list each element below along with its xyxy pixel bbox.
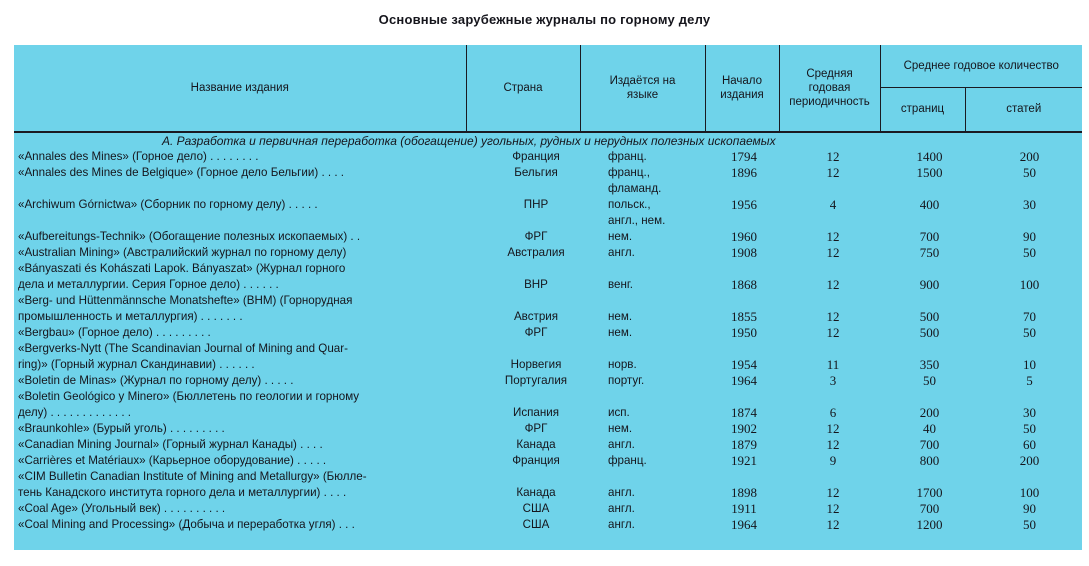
table-row — [14, 469, 1082, 501]
country-cell: Австрия — [513, 309, 559, 323]
journal-name-line: делу) . . . . . . . . . . . . . — [18, 405, 131, 419]
start-year-cell: 1896 — [731, 164, 757, 180]
language-cell: англ. — [608, 245, 635, 259]
table-row — [14, 229, 1082, 245]
journal-name-line: «Braunkohle» (Бурый уголь) . . . . . . . . . — [18, 421, 225, 435]
start-year-cell: 1898 — [731, 484, 757, 500]
periodicity-cell: 12 — [826, 420, 840, 436]
journal-name — [14, 261, 496, 293]
periodicity-cell: 6 — [829, 404, 837, 420]
col-header-periodicity: Средняя годовая периодичность — [779, 45, 880, 131]
articles-cell: 70 — [1023, 308, 1036, 324]
table-row — [14, 453, 1082, 469]
articles-cell: 100 — [1019, 276, 1040, 292]
journal-name-line: «Annales des Mines de Belgique» (Горное дело Бельгии) . . . . — [18, 165, 344, 179]
start-year-cell: 1908 — [731, 244, 757, 260]
start-year-cell: 1954 — [731, 356, 757, 372]
start-year-cell: 1964 — [731, 516, 757, 532]
country-cell: Австралия — [507, 245, 565, 259]
country-cell: ФРГ — [524, 421, 548, 435]
journal-name-line: «Bergbau» (Горное дело) . . . . . . . . . — [18, 325, 211, 339]
pages-cell: 500 — [919, 324, 940, 340]
journal-name-line: «Bergverks-Nytt (The Scandinavian Journal of Mining and Quar- — [18, 341, 348, 355]
pages-cell: 200 — [919, 404, 940, 420]
periodicity-cell: 12 — [826, 308, 840, 324]
col-header-language: Издаётся на языке — [580, 45, 705, 131]
articles-cell: 60 — [1023, 436, 1036, 452]
journal-name — [14, 469, 496, 501]
pages-cell: 50 — [923, 372, 936, 388]
country-cell: ФРГ — [524, 325, 548, 339]
journal-name — [14, 165, 496, 197]
articles-cell: 30 — [1023, 196, 1036, 212]
articles-cell: 50 — [1023, 164, 1036, 180]
start-year-cell: 1964 — [731, 372, 757, 388]
table-header — [14, 45, 1082, 132]
country-cell: Канада — [516, 485, 556, 499]
periodicity-cell: 3 — [829, 372, 837, 388]
start-year-cell: 1950 — [731, 324, 757, 340]
pages-cell: 1400 — [916, 148, 943, 164]
pages-cell: 400 — [919, 196, 940, 212]
journal-name — [14, 293, 496, 325]
country-cell: ФРГ — [524, 229, 548, 243]
journal-name-line: «Carrières et Matériaux» (Карьерное оборудование) . . . . . — [18, 453, 327, 467]
table-row — [14, 517, 1082, 533]
articles-cell: 90 — [1023, 500, 1036, 516]
articles-cell: 5 — [1026, 372, 1033, 388]
language-cell: нем. — [608, 229, 633, 243]
table-row — [14, 165, 1082, 197]
language-cell: англ. — [608, 485, 635, 499]
table-row — [14, 325, 1082, 341]
pages-cell: 1500 — [916, 164, 943, 180]
page-title: Основные зарубежные журналы по горному делу — [378, 12, 711, 27]
journal-name-line: «Canadian Mining Journal» (Горный журнал Канады) . . . . — [18, 437, 323, 451]
table-row — [14, 261, 1082, 293]
table-row — [14, 293, 1082, 325]
country-cell: Франция — [512, 149, 560, 163]
periodicity-cell: 12 — [826, 436, 840, 452]
col-header-name: Название издания — [14, 45, 466, 131]
col-header-avg-group: Среднее годовое количество — [880, 45, 1082, 87]
periodicity-cell: 12 — [826, 164, 840, 180]
language-cell: португ. — [608, 373, 645, 387]
section-a-heading: А. Разработка и первичная переработка (обогащение) угольных, рудных и нерудных полезных ископаемых — [14, 132, 1082, 149]
articles-cell: 200 — [1019, 452, 1040, 468]
journal-name-line: «Aufbereitungs-Technik» (Обогащение полезных ископаемых) . . — [18, 229, 361, 243]
journal-name-line: «CIM Bulletin Canadian Institute of Mining and Metallurgy» (Бюлле- — [18, 469, 367, 483]
journal-name-line: «Boletin Geológico y Minero» (Бюллетень по геологии и горному — [18, 389, 360, 403]
language-cell: франц. — [608, 453, 647, 467]
table-row — [14, 245, 1082, 261]
country-cell: Испания — [512, 405, 559, 419]
journal-name-line: «Coal Mining and Processing» (Добыча и переработка угля) . . . — [18, 517, 355, 531]
language-cell: нем. — [608, 325, 633, 339]
journal-name — [14, 229, 496, 245]
pages-cell: 800 — [919, 452, 940, 468]
journal-name-line: «Bányaszati és Kohászati Lapok. Bányaszat» (Журнал горного — [18, 261, 346, 275]
periodicity-cell: 11 — [826, 356, 840, 372]
periodicity-cell: 12 — [826, 148, 840, 164]
periodicity-cell: 12 — [826, 276, 840, 292]
periodicity-cell: 12 — [826, 500, 840, 516]
articles-cell: 50 — [1023, 324, 1036, 340]
start-year-cell: 1874 — [731, 404, 757, 420]
country-cell: Канада — [516, 437, 556, 451]
country-cell: Португалия — [504, 373, 568, 387]
journal-name — [14, 517, 496, 533]
start-year-cell: 1956 — [731, 196, 757, 212]
start-year-cell: 1921 — [731, 452, 757, 468]
journal-name — [14, 453, 496, 469]
col-header-country: Страна — [466, 45, 580, 131]
journals-table — [14, 45, 1082, 550]
table-row — [14, 197, 1082, 229]
language-cell: англ. — [608, 517, 635, 531]
journal-name-line: «Boletin de Minas» (Журнал по горному делу) . . . . . — [18, 373, 294, 387]
table-row — [14, 421, 1082, 437]
pages-cell: 500 — [919, 308, 940, 324]
language-cell: польск., англ., нем. — [608, 197, 666, 227]
pages-cell: 1200 — [916, 516, 943, 532]
journal-name — [14, 197, 496, 229]
journal-name — [14, 341, 496, 373]
journal-name — [14, 373, 496, 389]
articles-cell: 50 — [1023, 244, 1036, 260]
journal-name-line: «Archiwum Górnictwa» (Сборник по горному делу) . . . . . — [18, 197, 318, 211]
table-row — [14, 437, 1082, 453]
pages-cell: 750 — [919, 244, 940, 260]
language-cell: англ. — [608, 437, 635, 451]
journal-name — [14, 421, 496, 437]
periodicity-cell: 12 — [826, 484, 840, 500]
table-row — [14, 389, 1082, 421]
journal-name — [14, 437, 496, 453]
country-cell: Норвегия — [510, 357, 562, 371]
language-cell: нем. — [608, 421, 633, 435]
table-row — [14, 149, 1082, 165]
journal-name — [14, 501, 496, 517]
periodicity-cell: 12 — [826, 516, 840, 532]
articles-cell: 50 — [1023, 420, 1036, 436]
articles-cell: 90 — [1023, 228, 1036, 244]
articles-cell: 10 — [1023, 356, 1036, 372]
language-cell: исп. — [608, 405, 630, 419]
journal-name-line: «Coal Age» (Угольный век) . . . . . . . . . . — [18, 501, 226, 515]
col-header-articles: статей — [965, 87, 1082, 131]
pages-cell: 40 — [923, 420, 936, 436]
start-year-cell: 1868 — [731, 276, 757, 292]
language-cell: франц., фламанд. — [608, 165, 662, 195]
start-year-cell: 1855 — [731, 308, 757, 324]
journal-name-line: «Berg- und Hüttenmännsche Monatshefte» (BHM) (Горнорудная — [18, 293, 353, 307]
articles-cell: 50 — [1023, 516, 1036, 532]
country-cell: США — [522, 517, 550, 531]
start-year-cell: 1911 — [731, 500, 757, 516]
articles-cell: 100 — [1019, 484, 1040, 500]
start-year-cell: 1794 — [731, 148, 757, 164]
col-header-pages: страниц — [880, 87, 965, 131]
language-cell: франц. — [608, 149, 647, 163]
periodicity-cell: 4 — [829, 196, 837, 212]
journal-name-line: «Australian Mining» (Австралийский журнал по горному делу) — [18, 245, 347, 259]
country-cell: США — [522, 501, 550, 515]
language-cell: венг. — [608, 277, 633, 291]
country-cell: ВНР — [524, 277, 548, 291]
journal-name-line: ring)» (Горный журнал Скандинавии) . . . . . . — [18, 357, 255, 371]
table-body — [14, 149, 1082, 533]
journal-name — [14, 389, 496, 421]
periodicity-cell: 12 — [826, 244, 840, 260]
pages-cell: 700 — [919, 436, 940, 452]
periodicity-cell: 9 — [829, 452, 837, 468]
table-row — [14, 501, 1082, 517]
start-year-cell: 1879 — [731, 436, 757, 452]
language-cell: англ. — [608, 501, 635, 515]
pages-cell: 700 — [919, 228, 940, 244]
col-header-start: Начало издания — [705, 45, 779, 131]
periodicity-cell: 12 — [826, 228, 840, 244]
journal-name-line: тень Канадского института горного дела и металлургии) . . . . — [18, 485, 347, 499]
journal-name — [14, 149, 496, 165]
country-cell: Бельгия — [514, 165, 558, 179]
pages-cell: 900 — [919, 276, 940, 292]
pages-cell: 1700 — [916, 484, 943, 500]
table-row — [14, 373, 1082, 389]
journal-name-line: промышленность и металлургия) . . . . . . . — [18, 309, 243, 323]
journal-name-line: «Annales des Mines» (Горное дело) . . . . . . . . — [18, 149, 259, 163]
journal-name-line: дела и металлургии. Серия Горное дело) . . . . . . — [18, 277, 279, 291]
country-cell: Франция — [512, 453, 560, 467]
pages-cell: 700 — [919, 500, 940, 516]
table-row — [14, 341, 1082, 373]
language-cell: нем. — [608, 309, 633, 323]
articles-cell: 30 — [1023, 404, 1036, 420]
journal-name — [14, 325, 496, 341]
start-year-cell: 1960 — [731, 228, 757, 244]
articles-cell: 200 — [1019, 148, 1040, 164]
periodicity-cell: 12 — [826, 324, 840, 340]
journal-name — [14, 245, 496, 261]
pages-cell: 350 — [919, 356, 940, 372]
country-cell: ПНР — [523, 197, 549, 211]
language-cell: норв. — [608, 357, 637, 371]
start-year-cell: 1902 — [731, 420, 757, 436]
